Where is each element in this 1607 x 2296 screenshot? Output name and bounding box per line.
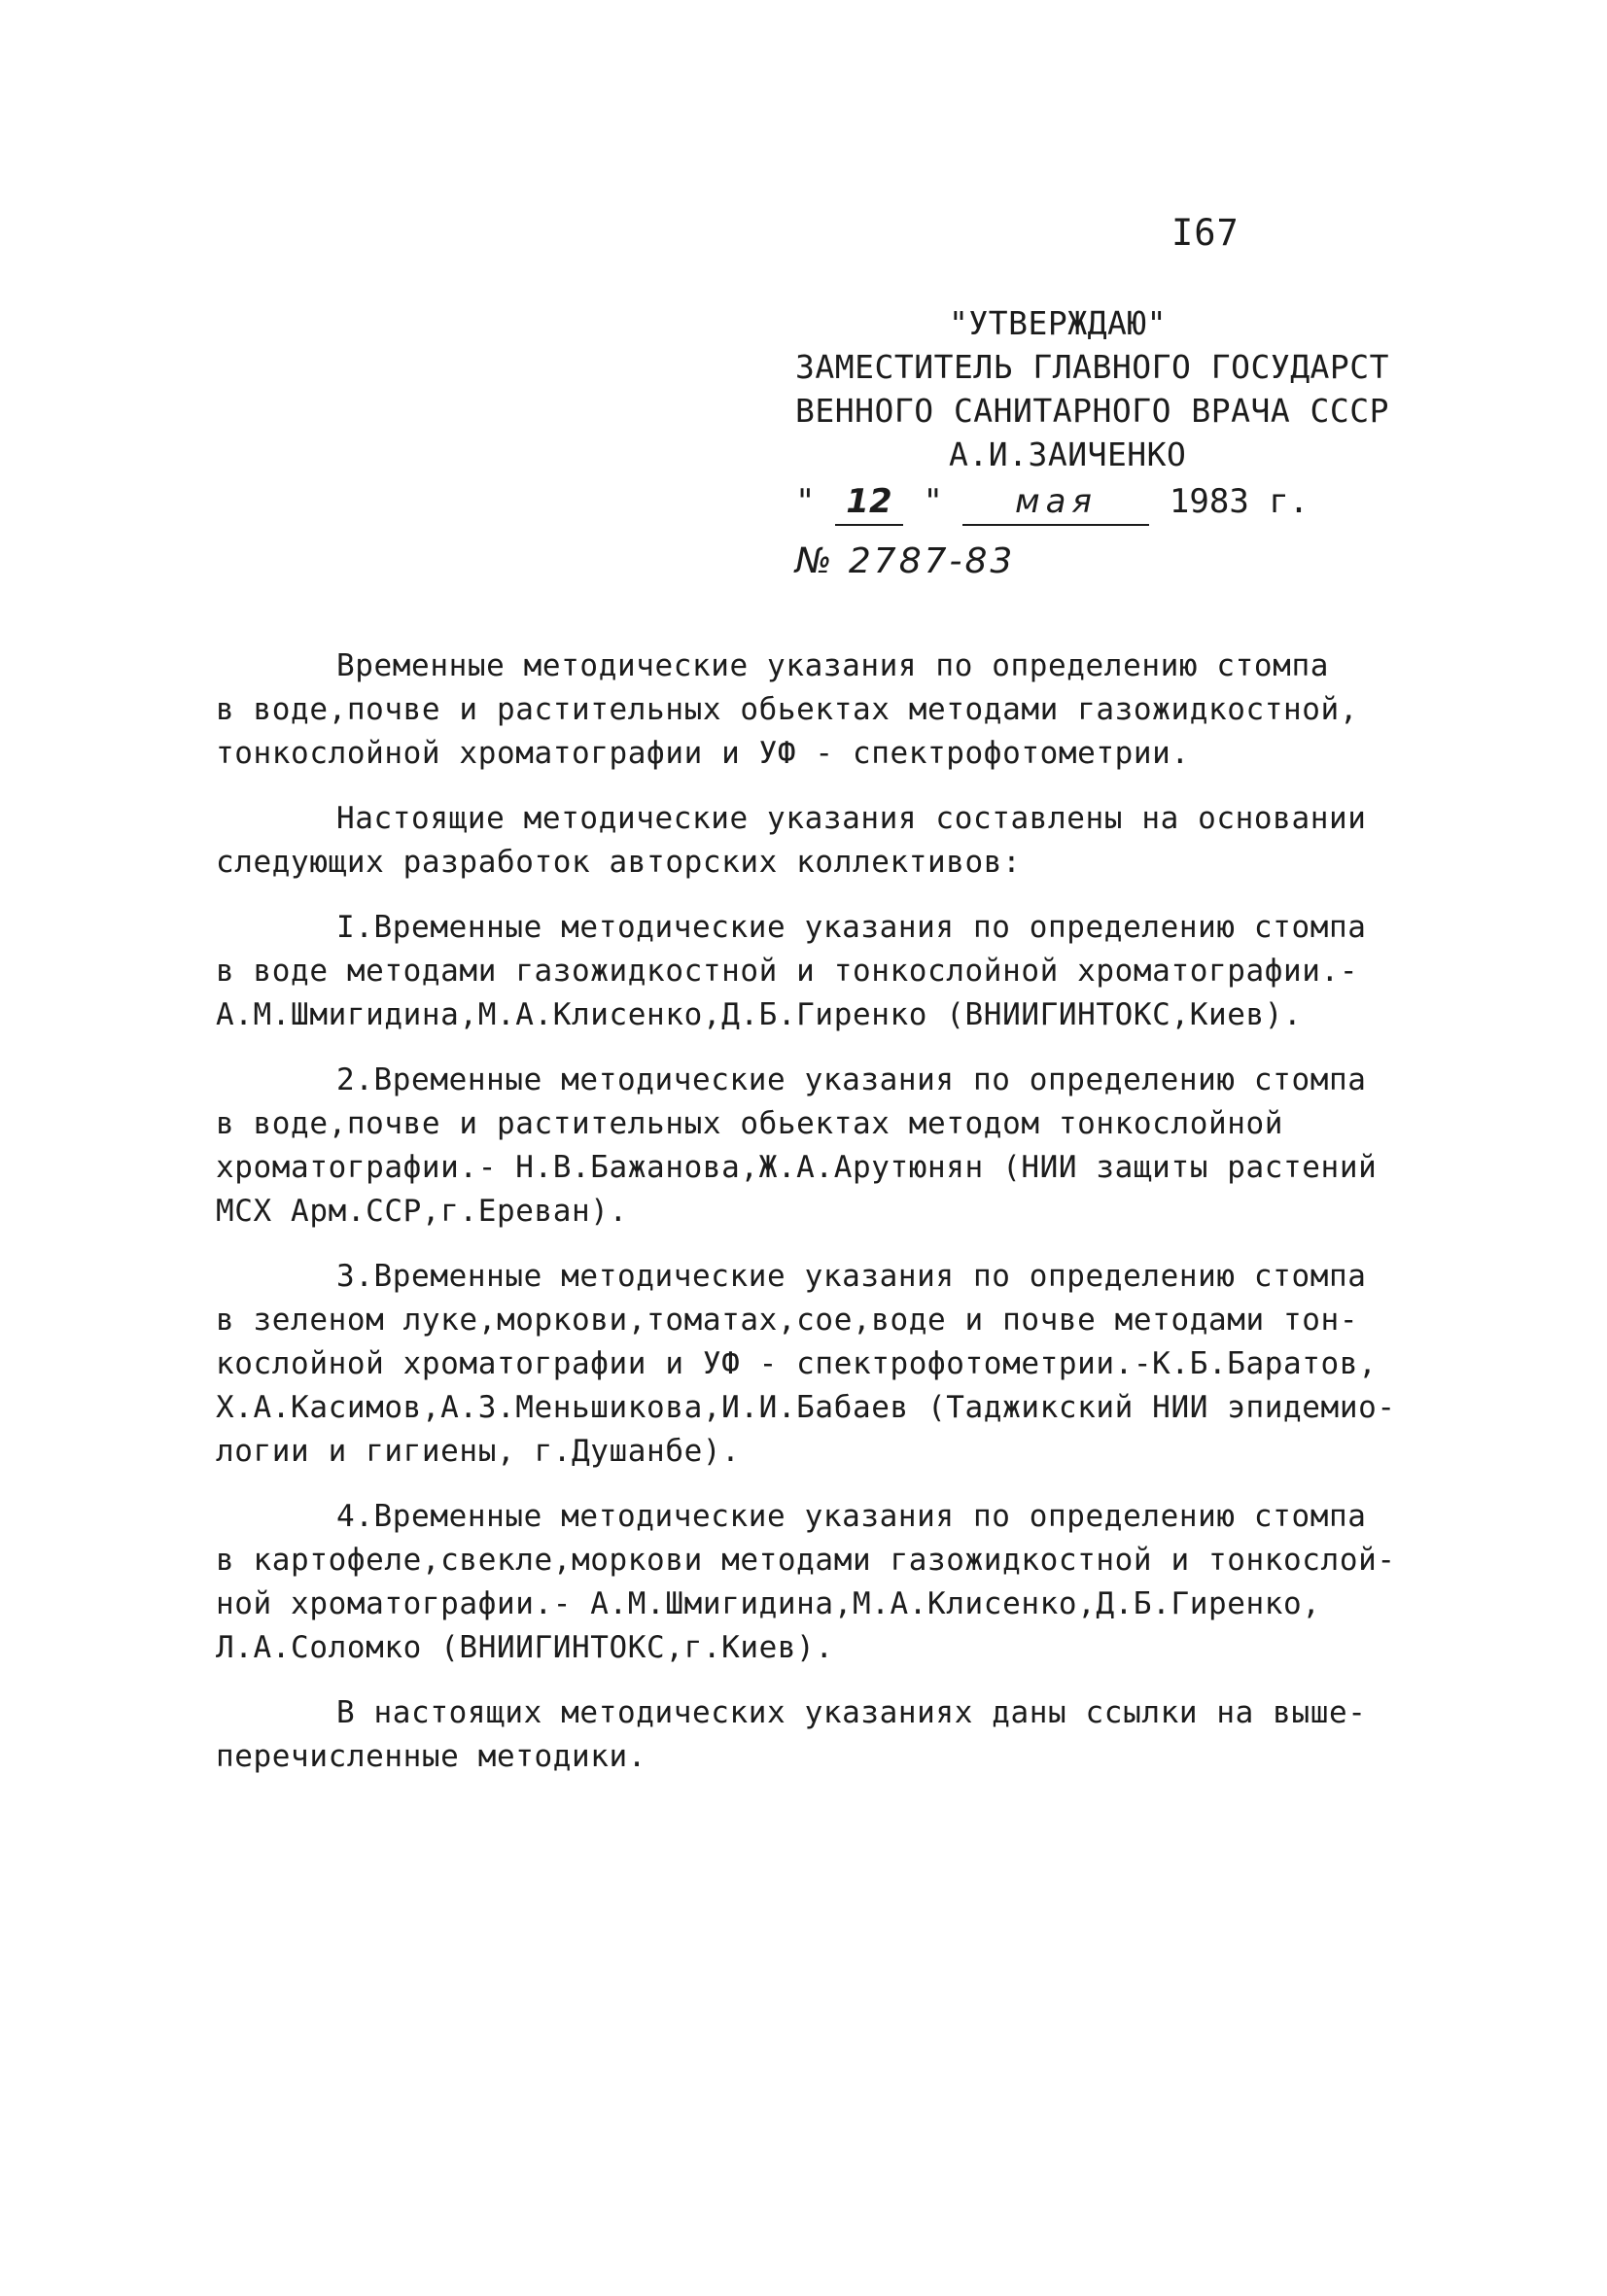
date-month-handwritten: мая <box>962 480 1149 526</box>
text-line: тонкослойной хроматографии и УФ - спектрофотометрии. <box>216 736 1190 771</box>
text-line: Х.А.Касимов,А.З.Меньшикова,И.И.Бабаев (Таджикский НИИ эпидемио- <box>216 1390 1396 1425</box>
list-item-1 <box>216 906 1373 1037</box>
approver-name: А.И.ЗАИЧЕНКО <box>949 435 1187 473</box>
registration-number: № 2787-83 <box>795 541 1016 581</box>
text-line: Л.А.Соломко (ВНИИГИНТОКС,г.Киев). <box>216 1630 834 1665</box>
text-line: в воде,почве и растительных обьектах методами газожидкостной, <box>216 692 1359 727</box>
text-line: В настоящих методических указаниях даны ссылки на выше- <box>336 1695 1367 1730</box>
text-line: I.Временные методические указания по определению стомпа <box>336 910 1367 945</box>
text-line: логии и гигиены, г.Душанбе). <box>216 1434 741 1469</box>
text-line: хроматографии.- Н.В.Бажанова,Ж.А.Арутюнян (НИИ защиты растений <box>216 1150 1378 1185</box>
page-number: I67 <box>1171 212 1240 254</box>
basis-paragraph <box>216 797 1373 885</box>
text-line: ной хроматографии.- А.М.Шмигидина,М.А.Клисенко,Д.Б.Гиренко, <box>216 1586 1321 1621</box>
text-line: в зеленом луке,моркови,томатах,сое,воде и почве методами тон- <box>216 1303 1359 1338</box>
text-line: Настоящие методические указания составлены на основании <box>336 801 1367 836</box>
date-close-quote: " <box>923 482 943 521</box>
text-line: в картофеле,свекле,моркови методами газожидкостной и тонкослой- <box>216 1543 1396 1578</box>
text-line: Временные методические указания по определению стомпа <box>336 648 1329 683</box>
text-line: следующих разработок авторских коллективов: <box>216 845 1022 880</box>
text-line: 3.Временные методические указания по определению стомпа <box>336 1259 1367 1294</box>
list-item-2 <box>216 1059 1378 1234</box>
text-line: в воде методами газожидкостной и тонкослойной хроматографии.- <box>216 954 1359 989</box>
text-line: 4.Временные методические указания по определению стомпа <box>336 1499 1367 1534</box>
approval-position-line-1: ЗАМЕСТИТЕЛЬ ГЛАВНОГО ГОСУДАРСТ <box>795 348 1390 386</box>
text-line: перечисленные методики. <box>216 1739 647 1774</box>
text-line: в воде,почве и растительных обьектах методом тонкослойной <box>216 1106 1284 1141</box>
text-line: кослойной хроматографии и УФ - спектрофотометрии.-К.Б.Баратов, <box>216 1346 1378 1381</box>
approval-date <box>795 480 1369 526</box>
date-day-handwritten: 12 <box>835 480 903 526</box>
closing-paragraph <box>216 1691 1373 1779</box>
document-body <box>216 644 1396 1800</box>
approval-title: "УТВЕРЖДАЮ" <box>949 304 1168 342</box>
text-line: МСХ Арм.ССР,г.Ереван). <box>216 1194 628 1229</box>
approval-block <box>795 301 1390 583</box>
approval-position-line-2: ВЕННОГО САНИТАРНОГО ВРАЧА СССР <box>795 392 1390 430</box>
text-line: 2.Временные методические указания по определению стомпа <box>336 1062 1367 1097</box>
intro-paragraph <box>216 644 1373 776</box>
text-line: А.М.Шмигидина,М.А.Клисенко,Д.Б.Гиренко (ВНИИГИНТОКС,Киев). <box>216 997 1303 1032</box>
list-item-3 <box>216 1255 1396 1474</box>
list-item-4 <box>216 1495 1396 1670</box>
date-open-quote: " <box>795 482 816 521</box>
date-year: 1983 г. <box>1169 482 1310 521</box>
